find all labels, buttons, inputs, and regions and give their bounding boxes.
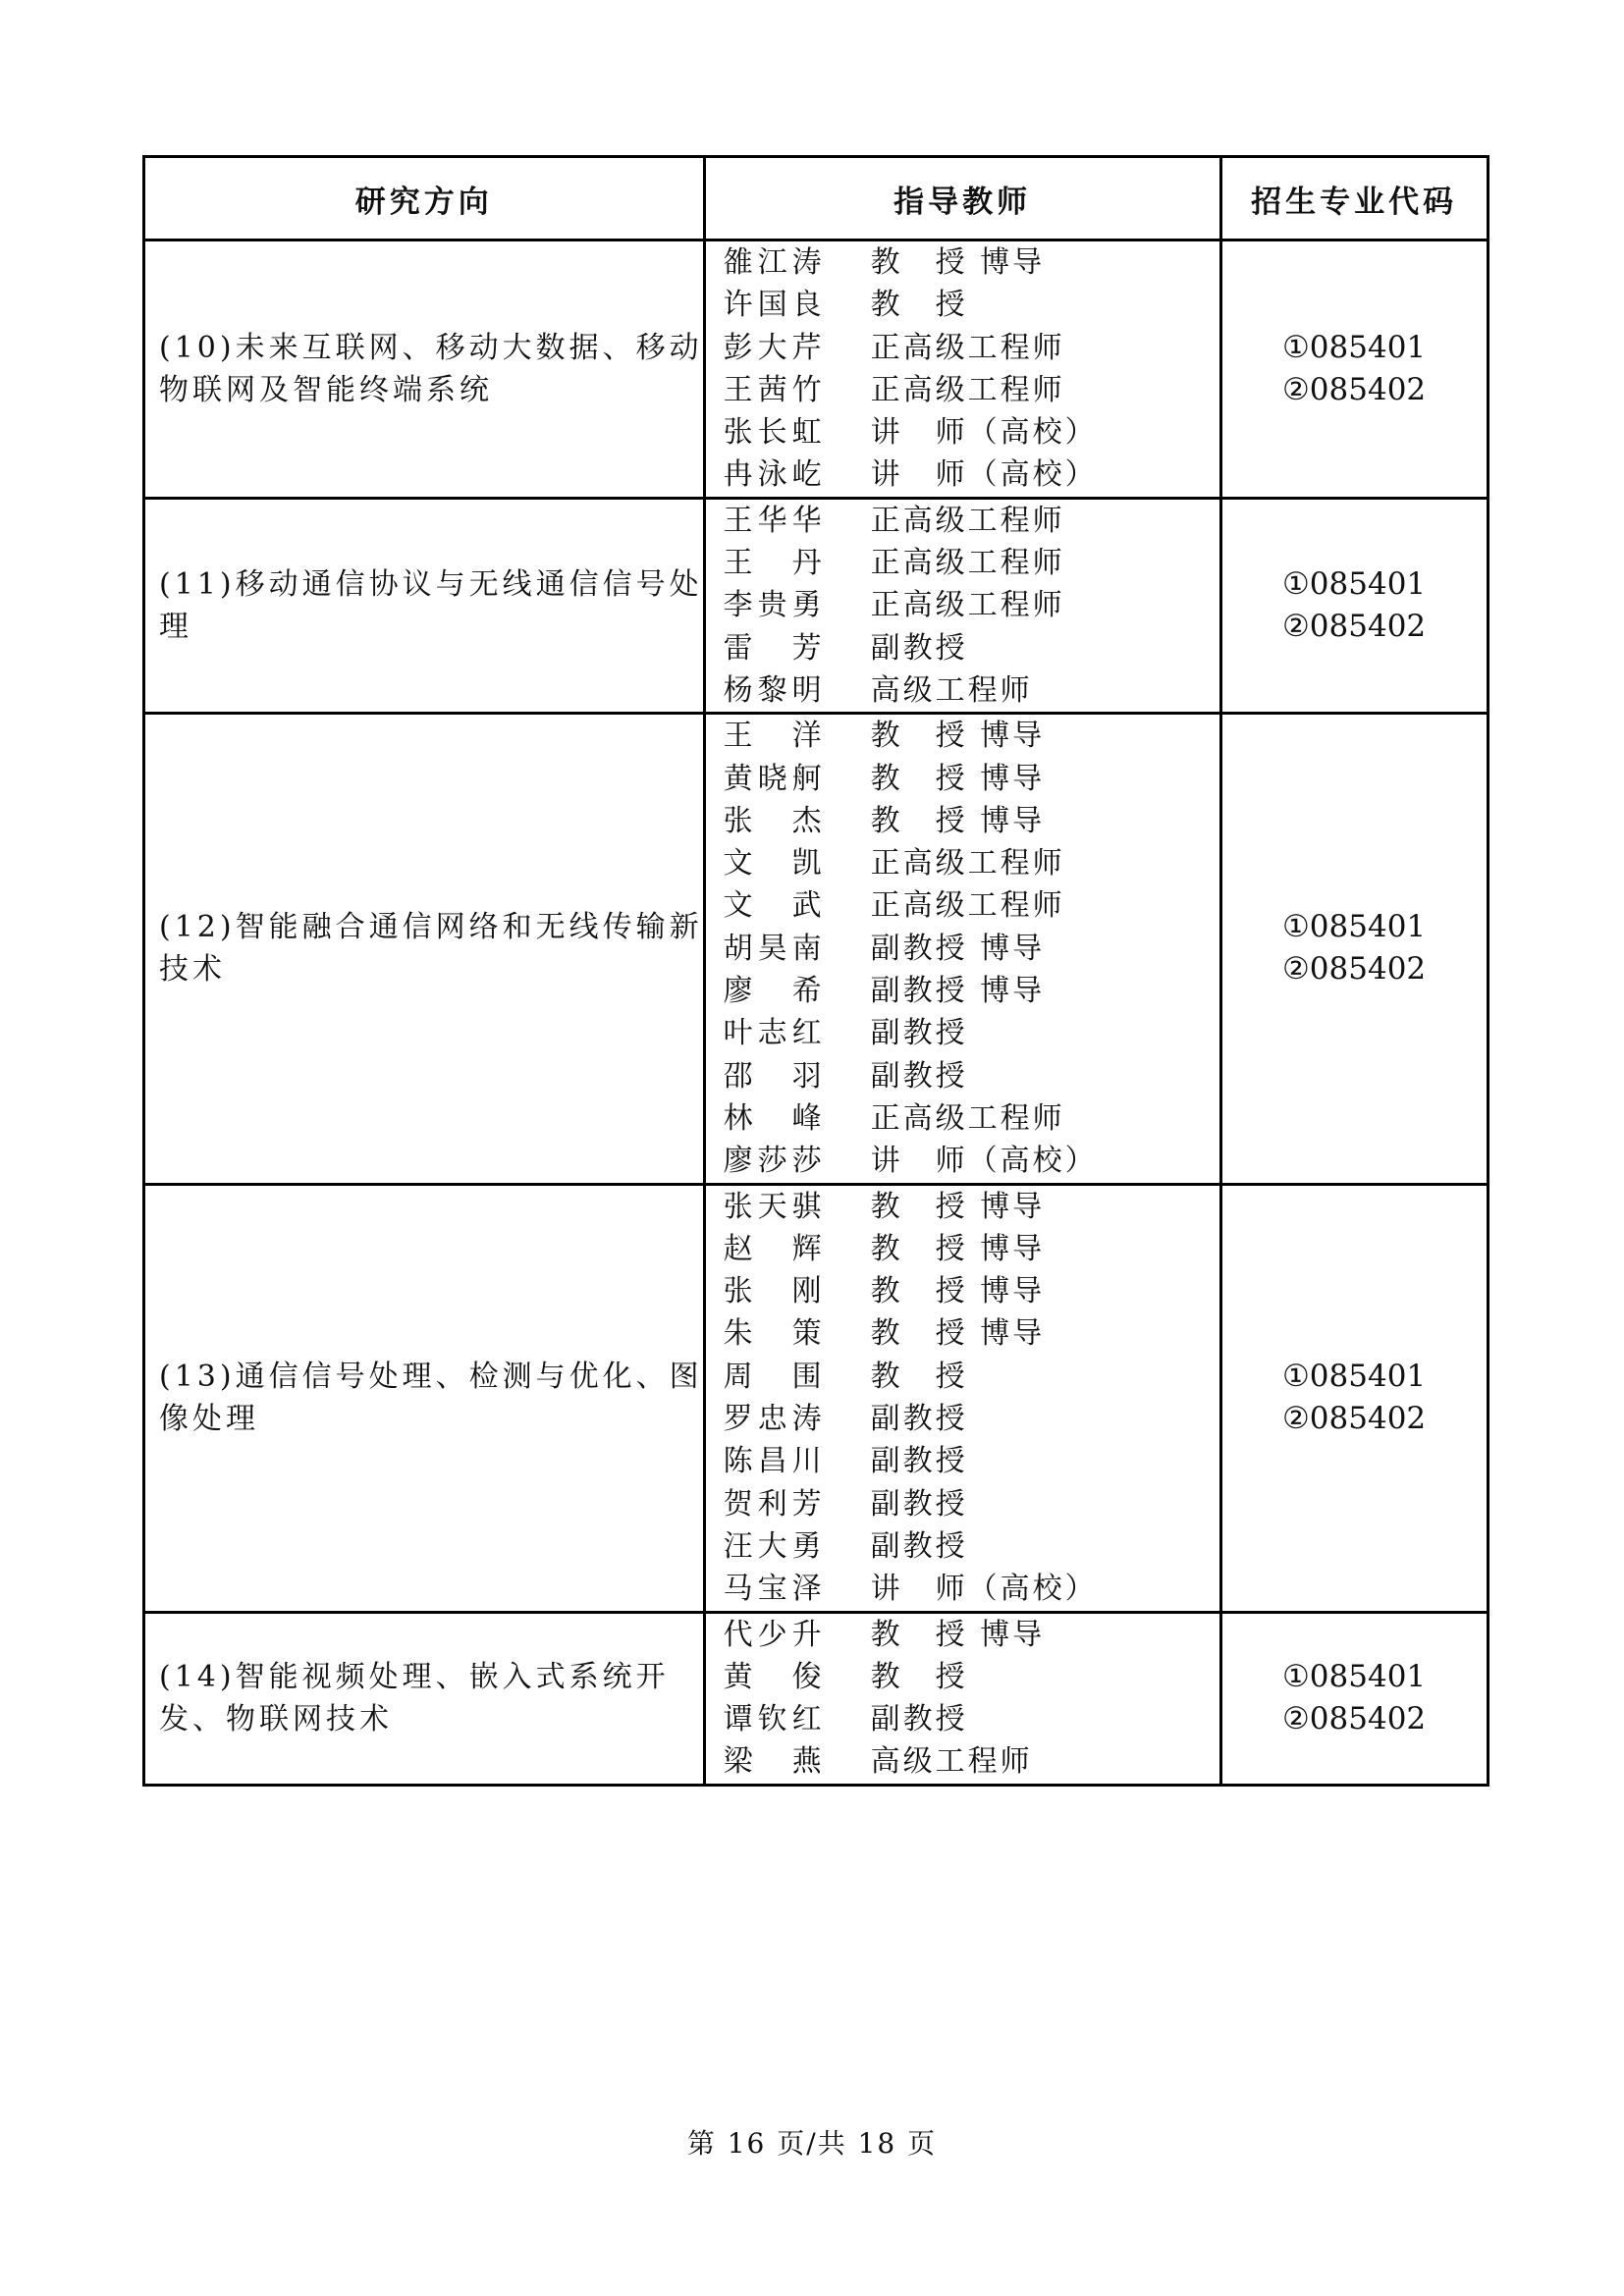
advisor-title: 正高级工程师	[870, 1100, 1065, 1136]
research-direction-cell	[144, 1612, 705, 1785]
advisor-entry	[724, 1483, 1219, 1525]
advisor-entry	[724, 1356, 1219, 1398]
research-direction-line: (12)智能融合通信网络和无线传输新	[159, 910, 703, 945]
advisor-title: 副教授	[870, 1528, 968, 1564]
advisor-title: 教 授 博导	[870, 761, 1046, 796]
advisor-title: 正高级工程师	[870, 888, 1065, 924]
header-advisors: 指导教师	[704, 157, 1220, 240]
advisor-entry	[724, 411, 1219, 454]
advisor-name: 邵羽	[723, 1058, 822, 1094]
major-code-cell	[1220, 1612, 1488, 1785]
major-code-cell	[1220, 498, 1488, 713]
advisor-title: 副教授	[870, 1402, 968, 1437]
advisor-entry	[724, 542, 1219, 584]
advisor-name: 林峰	[723, 1100, 822, 1136]
advisor-entry	[724, 1097, 1219, 1140]
research-direction-line: 物联网及智能终端系统	[159, 372, 493, 407]
advisor-entry	[724, 970, 1219, 1012]
advisor-name: 王茜竹	[723, 372, 822, 407]
advisor-title: 正高级工程师	[870, 846, 1065, 881]
major-code: ②085402	[1282, 609, 1427, 645]
advisor-name: 王华华	[723, 503, 822, 538]
major-code: ②085402	[1282, 371, 1427, 407]
advisor-entry	[724, 715, 1219, 757]
advisor-entry	[724, 842, 1219, 884]
advisor-name: 谭钦红	[723, 1702, 822, 1737]
research-direction-line: 像处理	[159, 1402, 259, 1437]
advisors-cell	[704, 714, 1220, 1184]
major-code-cell	[1220, 240, 1488, 499]
advisor-name: 朱策	[723, 1316, 822, 1352]
advisor-entry	[724, 928, 1219, 970]
advisor-entry	[724, 1228, 1219, 1270]
advisor-name: 马宝泽	[723, 1572, 822, 1607]
advisor-entry	[724, 1186, 1219, 1228]
advisor-entry	[724, 1312, 1219, 1355]
research-direction-cell	[144, 1184, 705, 1612]
advisor-title: 正高级工程师	[870, 372, 1065, 407]
advisor-title: 教 授	[870, 1359, 968, 1394]
table-row	[144, 240, 1489, 499]
advisor-title: 副教授	[870, 1486, 968, 1522]
advisor-entry	[724, 584, 1219, 626]
advisor-entry	[724, 1698, 1219, 1740]
advisor-title: 高级工程师	[870, 672, 1033, 708]
advisor-title: 教 授 博导	[870, 1189, 1046, 1224]
table-row	[144, 714, 1489, 1184]
major-code: ①085401	[1282, 909, 1427, 945]
advisor-name: 廖莎莎	[723, 1144, 822, 1179]
advisor-title: 副教授 博导	[870, 931, 1046, 966]
advisor-entry	[724, 284, 1219, 326]
advisor-name: 雷芳	[723, 630, 822, 666]
table-row	[144, 1612, 1489, 1785]
research-direction-line: (11)移动通信协议与无线通信信号处	[159, 567, 703, 603]
advisor-title: 正高级工程师	[870, 546, 1065, 581]
research-direction-line: (13)通信信号处理、检测与优化、图	[159, 1360, 703, 1395]
research-direction-cell	[144, 714, 705, 1184]
advisors-cell	[704, 498, 1220, 713]
advisor-name: 罗忠涛	[723, 1402, 822, 1437]
advisor-title: 正高级工程师	[870, 503, 1065, 538]
advisor-title: 副教授	[870, 1702, 968, 1737]
advisor-title: 教 授	[870, 1659, 968, 1694]
header-direction: 研究方向	[144, 157, 705, 240]
research-direction-line: 发、物联网技术	[159, 1702, 393, 1737]
research-direction-cell	[144, 498, 705, 713]
advisor-entry	[724, 1398, 1219, 1440]
advisor-entry	[724, 1740, 1219, 1783]
advisor-name: 梁燕	[723, 1744, 822, 1780]
advisor-title: 教 授 博导	[870, 1617, 1046, 1652]
advisor-title: 教 授 博导	[870, 1316, 1046, 1352]
advisor-name: 王丹	[723, 546, 822, 581]
advisors-cell	[704, 1612, 1220, 1785]
major-code-cell	[1220, 1184, 1488, 1612]
advisor-title: 教 授 博导	[870, 1231, 1046, 1266]
advisor-entry	[724, 1440, 1219, 1482]
advisor-title: 教 授 博导	[870, 1274, 1046, 1309]
advisor-entry	[724, 1568, 1219, 1610]
advisor-name: 冉泳屹	[723, 457, 822, 493]
major-code: ①085401	[1282, 329, 1427, 365]
advisor-title: 教 授 博导	[870, 803, 1046, 838]
advisor-name: 杨黎明	[723, 672, 822, 708]
advisors-cell	[704, 240, 1220, 499]
advisor-name: 王洋	[723, 719, 822, 754]
advisor-entry	[724, 454, 1219, 496]
research-direction-line: (10)未来互联网、移动大数据、移动	[159, 330, 703, 365]
major-code: ①085401	[1282, 1359, 1427, 1395]
advisor-name: 文凯	[723, 846, 822, 881]
advisor-title: 副教授	[870, 1444, 968, 1479]
research-direction-cell	[144, 240, 705, 499]
page-number: 第 16 页/共 18 页	[686, 2127, 938, 2160]
table-header-row	[144, 157, 1489, 240]
research-direction-line: (14)智能视频处理、嵌入式系统开	[159, 1660, 670, 1695]
advisor-entry	[724, 800, 1219, 842]
table-row	[144, 498, 1489, 713]
major-code: ②085402	[1282, 1701, 1427, 1737]
advisor-title: 副教授	[870, 630, 968, 666]
advisor-name: 廖希	[723, 974, 822, 1009]
advisor-entry	[724, 627, 1219, 669]
advisor-name: 文武	[723, 888, 822, 924]
advisor-title: 副教授 博导	[870, 974, 1046, 1009]
table-row	[144, 1184, 1489, 1612]
advisor-name: 代少升	[723, 1617, 822, 1652]
advisor-title: 副教授	[870, 1058, 968, 1094]
advisor-entry	[724, 369, 1219, 411]
advisor-title: 正高级工程师	[870, 330, 1065, 365]
advisor-entry	[724, 1525, 1219, 1568]
advisor-name: 张刚	[723, 1274, 822, 1309]
advisor-name: 周围	[723, 1359, 822, 1394]
advisor-title: 讲 师（高校）	[870, 457, 1098, 493]
advisor-entry	[724, 1656, 1219, 1698]
major-code: ①085401	[1282, 566, 1427, 603]
major-code: ①085401	[1282, 1659, 1427, 1695]
advisor-name: 李贵勇	[723, 588, 822, 623]
advisor-name: 雒江涛	[723, 245, 822, 280]
advisor-entry	[724, 1270, 1219, 1312]
research-direction-line: 理	[159, 610, 192, 645]
advisor-name: 汪大勇	[723, 1528, 822, 1564]
advisor-name: 张天骐	[723, 1189, 822, 1224]
advisor-title: 高级工程师	[870, 1744, 1033, 1780]
advisor-entry	[724, 241, 1219, 284]
advisor-title: 副教授	[870, 1016, 968, 1051]
advisor-title: 教 授	[870, 288, 968, 323]
advisor-title: 教 授 博导	[870, 245, 1046, 280]
advisor-title: 讲 师（高校）	[870, 1144, 1098, 1179]
advisors-cell	[704, 1184, 1220, 1612]
advisor-title: 教 授 博导	[870, 719, 1046, 754]
advisor-name: 张长虹	[723, 415, 822, 451]
advisor-entry	[724, 1055, 1219, 1097]
advisor-entry	[724, 758, 1219, 800]
advisor-entry	[724, 884, 1219, 927]
advisor-name: 贺利芳	[723, 1486, 822, 1522]
advisor-name: 叶志红	[723, 1016, 822, 1051]
advisor-entry	[724, 1614, 1219, 1656]
advisor-table	[142, 155, 1489, 1787]
advisor-name: 黄晓舸	[723, 761, 822, 796]
advisor-name: 黄俊	[723, 1659, 822, 1694]
advisor-entry	[724, 1012, 1219, 1054]
advisor-name: 赵辉	[723, 1231, 822, 1266]
advisor-title: 讲 师（高校）	[870, 415, 1098, 451]
major-code: ②085402	[1282, 951, 1427, 988]
advisor-name: 许国良	[723, 288, 822, 323]
advisor-entry	[724, 327, 1219, 369]
advisor-name: 胡昊南	[723, 931, 822, 966]
advisor-entry	[724, 500, 1219, 542]
advisor-name: 张杰	[723, 803, 822, 838]
header-major-code: 招生专业代码	[1220, 157, 1488, 240]
major-code-cell	[1220, 714, 1488, 1184]
advisor-name: 陈昌川	[723, 1444, 822, 1479]
advisor-title: 正高级工程师	[870, 588, 1065, 623]
major-code: ②085402	[1282, 1401, 1427, 1437]
research-direction-line: 技术	[159, 952, 226, 988]
advisor-title: 讲 师（高校）	[870, 1572, 1098, 1607]
advisor-entry	[724, 1140, 1219, 1182]
advisor-entry	[724, 669, 1219, 712]
advisor-name: 彭大芹	[723, 330, 822, 365]
